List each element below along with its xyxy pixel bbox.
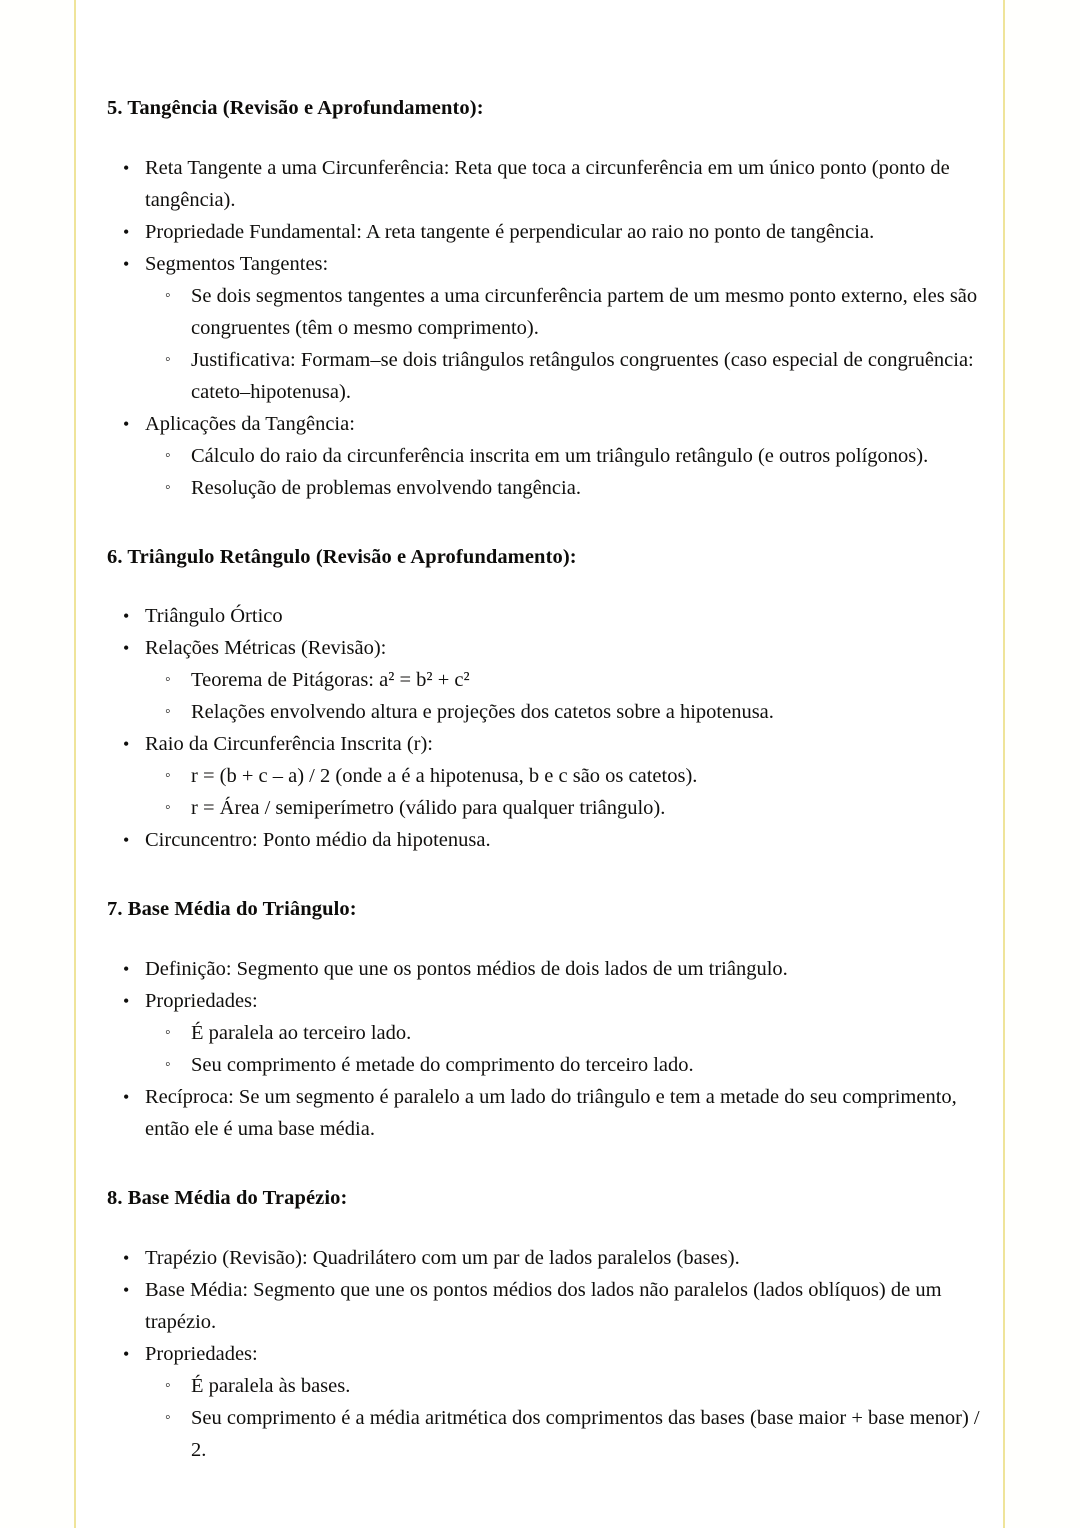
list-item-text: • Propriedade Fundamental: A reta tangente é perpendicular ao raio no ponto de tangência.: [145, 220, 875, 243]
sub-list-item: ◦ r = Área / semiperímetro (válido para qualquer triângulo).: [153, 792, 982, 824]
block-spacer: [107, 504, 982, 544]
section-block: [107, 544, 982, 857]
sub-list-item: ◦ Seu comprimento é a média aritmética dos comprimentos das bases (base maior + base menor) / 2.: [153, 1402, 982, 1466]
sub-list-item: ◦ Seu comprimento é metade do comprimento do terceiro lado.: [153, 1049, 982, 1081]
list-item: [107, 1242, 982, 1274]
sub-list-item: ◦ Relações envolvendo altura e projeções dos catetos sobre a hipotenusa.: [153, 696, 982, 728]
sub-list-item: ◦ É paralela às bases.: [153, 1370, 982, 1402]
sub-list: [153, 1017, 982, 1081]
sub-list-item: ◦ Se dois segmentos tangentes a uma circunferência partem de um mesmo ponto externo, eles são congruentes (têm o mesmo comprimento).: [153, 280, 982, 344]
section-block: [107, 896, 982, 1145]
list-item: [107, 408, 982, 504]
section-block: [107, 95, 982, 504]
sub-list-item: ◦ Cálculo do raio da circunferência inscrita em um triângulo retângulo (e outros polígonos).: [153, 440, 982, 472]
document-page: [76, 0, 1003, 1528]
list-item-text: • Recíproca: Se um segmento é paralelo a um lado do triângulo e tem a metade do seu comprimento, então ele é uma base média.: [145, 1085, 957, 1140]
block-spacer: [107, 856, 982, 896]
list-item: [107, 216, 982, 248]
sub-list-item: ◦ Justificativa: Formam–se dois triângulos retângulos congruentes (caso especial de congruência: cateto–hipotenusa).: [153, 344, 982, 408]
section-8-list: [107, 1242, 982, 1466]
list-item: [107, 953, 982, 985]
list-item: [107, 728, 982, 824]
section-heading-6: 6. Triângulo Retângulo (Revisão e Aprofundamento):: [107, 545, 577, 568]
block-spacer: [107, 1145, 982, 1185]
right-margin-rule: [1003, 0, 1005, 1528]
section-block: [107, 1185, 982, 1466]
sub-list: [153, 664, 982, 728]
sub-list-item: ◦ r = (b + c – a) / 2 (onde a é a hipotenusa, b e c são os catetos).: [153, 760, 982, 792]
list-item: [107, 152, 982, 216]
list-item-text: • Segmentos Tangentes:: [145, 252, 329, 275]
page-gutter-right: [1004, 0, 1080, 1528]
section-heading-7: 7. Base Média do Triângulo:: [107, 898, 357, 921]
list-item-text: • Circuncentro: Ponto médio da hipotenusa.: [145, 829, 491, 852]
list-item-text: • Trapézio (Revisão): Quadrilátero com um par de lados paralelos (bases).: [145, 1246, 740, 1269]
list-item-text: • Definição: Segmento que une os pontos médios de dois lados de um triângulo.: [145, 957, 788, 980]
sub-list: [153, 1370, 982, 1466]
heading-spacer: [107, 1212, 982, 1242]
sub-list-item: ◦ Teorema de Pitágoras: a² = b² + c²: [153, 664, 982, 696]
list-item: [107, 1274, 982, 1338]
list-item: [107, 632, 982, 728]
list-item-text: • Propriedades:: [145, 1342, 258, 1365]
section-7-list: [107, 953, 982, 1145]
sub-list: [153, 760, 982, 824]
heading-spacer: [107, 122, 982, 152]
section-6-list: [107, 600, 982, 856]
list-item-text: • Triângulo Órtico: [145, 605, 283, 628]
section-heading-8: 8. Base Média do Trapézio:: [107, 1186, 348, 1209]
list-item-text: • Reta Tangente a uma Circunferência: Reta que toca a circunferência em um único ponto (ponto de tangência).: [145, 156, 950, 211]
list-item: [107, 824, 982, 856]
sub-list-item: ◦ Resolução de problemas envolvendo tangência.: [153, 472, 982, 504]
list-item-text: • Raio da Circunferência Inscrita (r):: [145, 733, 434, 756]
page-gutter-left: [0, 0, 74, 1528]
list-item-text: • Relações Métricas (Revisão):: [145, 637, 387, 660]
sub-list: [153, 280, 982, 408]
list-item-text: • Propriedades:: [145, 989, 258, 1012]
sub-list-item: ◦ É paralela ao terceiro lado.: [153, 1017, 982, 1049]
document-body: [107, 95, 982, 1466]
list-item: [107, 985, 982, 1081]
heading-spacer: [107, 923, 982, 953]
list-item-text: • Aplicações da Tangência:: [145, 412, 355, 435]
list-item: [107, 1081, 982, 1145]
section-5-list: [107, 152, 982, 504]
list-item-text: • Base Média: Segmento que une os pontos médios dos lados não paralelos (lados oblíquos) de um trapézio.: [145, 1278, 942, 1333]
heading-spacer: [107, 570, 982, 600]
list-item: [107, 1338, 982, 1466]
section-heading-5: 5. Tangência (Revisão e Aprofundamento):: [107, 97, 484, 119]
list-item: [107, 248, 982, 408]
sub-list: [153, 440, 982, 504]
list-item: [107, 600, 982, 632]
